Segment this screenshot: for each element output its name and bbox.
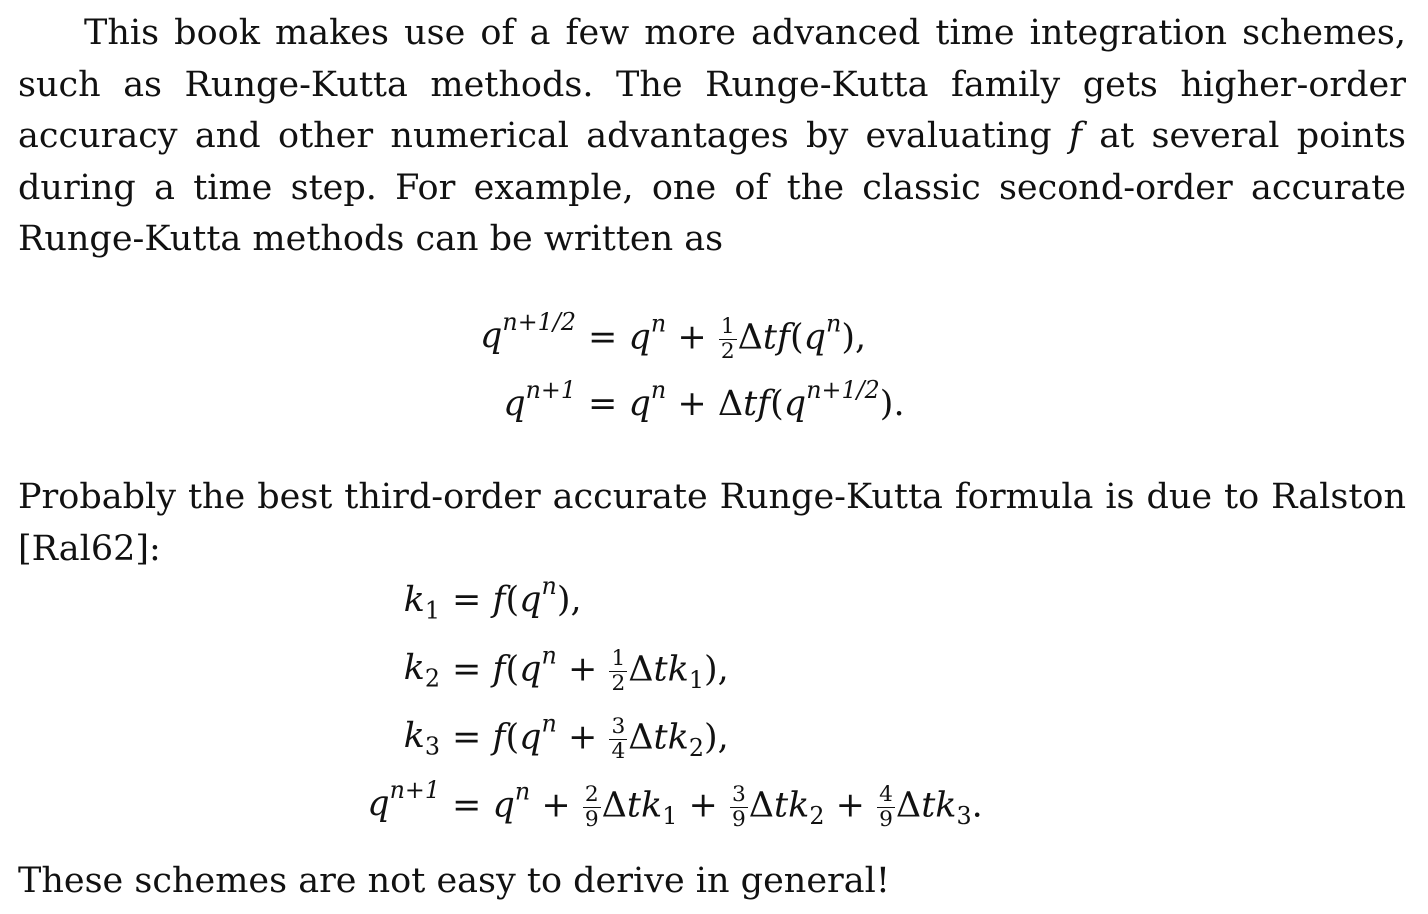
ralston-text: Probably the best third-order accurate Runge-Kutta formula is due to Ralston [Ral62]: <box>18 477 1406 569</box>
ralston-equation-k1: $k_1$ = $f(q^n)$, <box>403 571 582 625</box>
rk2-equation-1: $q^{n+1/2}$ = $q^n$ + $\frac{1}{2}$ $\Delta tf(q^n)$, <box>480 307 867 364</box>
intro-text: This book makes use of a few more advanced time integration schemes, such as Runge-Kutta methods. The Runge-Kutta family gets higher-order accuracy and other numerical advantages by evaluating <box>18 13 1406 156</box>
ralston-equation-q: $q^{n+1}$ = $q^n$ + $\frac{2}{9}$ Δtk$_1$ + $\frac{3}{9}$ Δtk$_2$ + $\frac{4}{9}$ Δtk$_3$. <box>367 775 983 832</box>
ralston-equation-k2: $k_2$ = $f(q^n$ + $\frac{1}{2}$ Δtk$_1$), <box>403 641 729 696</box>
rk2-equation-2: $q^{n+1}$ = $q^n + \Delta tf(q^{n+1/2})$. <box>503 375 905 424</box>
closing-paragraph <box>18 856 1406 908</box>
function-symbol: f <box>1069 116 1082 156</box>
ralston-equation-k3: $k_3$ = $f(q^n$ + $\frac{3}{4}$ Δtk$_2$), <box>403 709 729 764</box>
ralston-paragraph <box>18 472 1406 575</box>
intro-text-tail: at several points during a time step. For example, one of the classic second-order accurate Runge-Kutta methods can be written as <box>18 116 1406 259</box>
closing-text: These schemes are not easy to derive in general! <box>18 861 890 901</box>
intro-paragraph <box>18 8 1406 266</box>
